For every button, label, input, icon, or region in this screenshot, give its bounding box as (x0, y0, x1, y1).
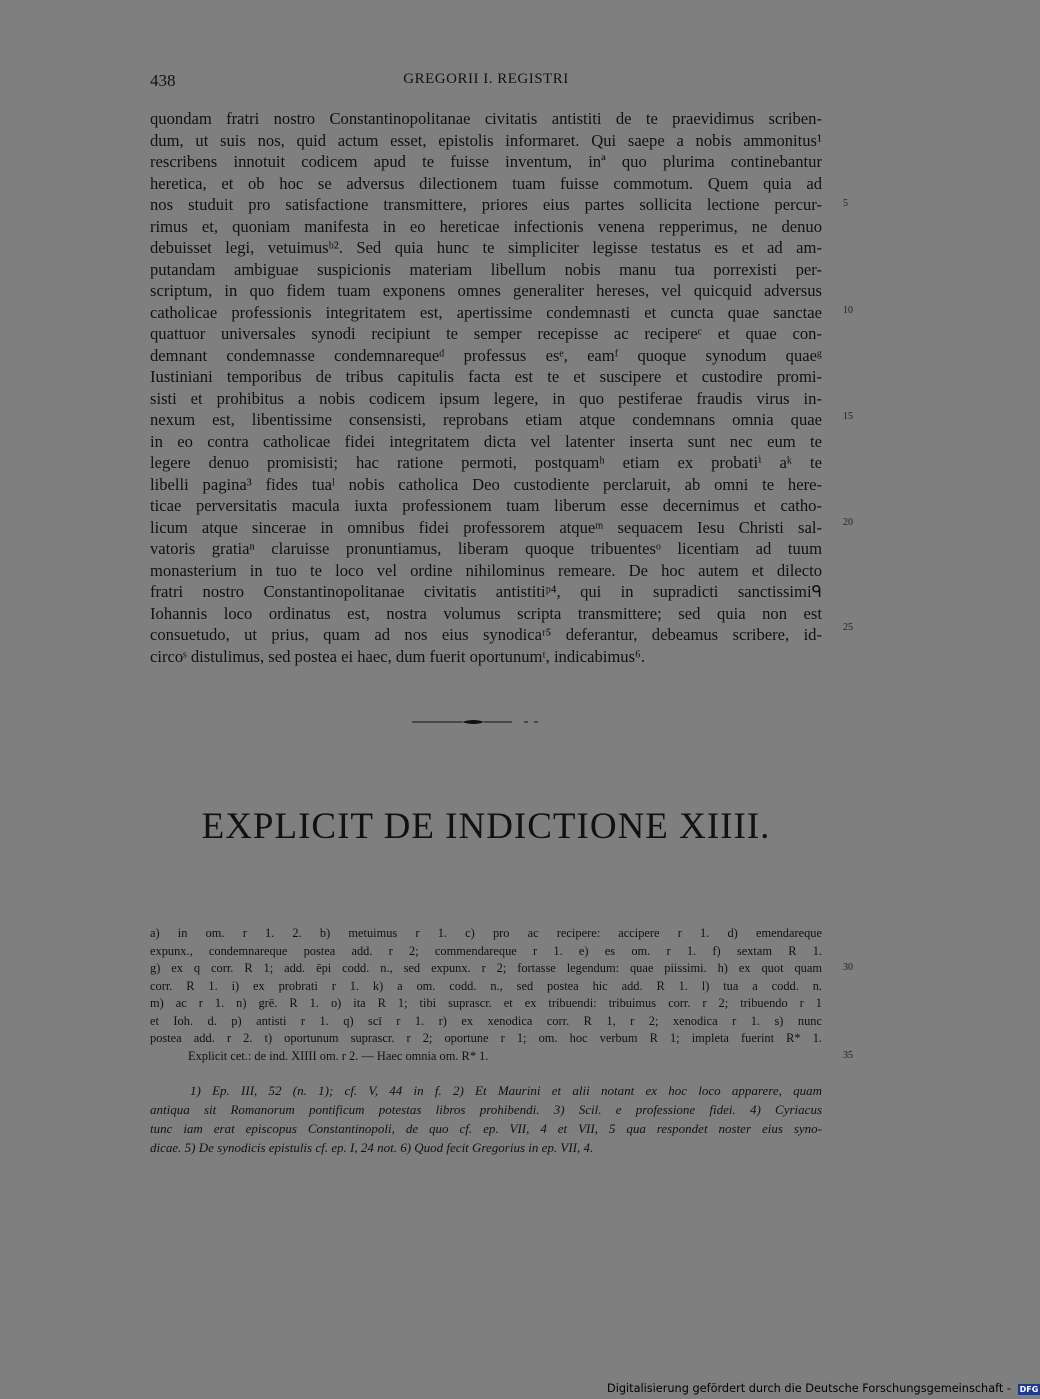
apparatus-line: et Ioh. d. p) antisti r 1. q) scī r 1. r) ex xenodica corr. R 1, r 2; xenodica r 1. s) nunc (150, 1013, 822, 1028)
text-line: quondam fratri nostro Constantinopolitanae civitatis antistiti de te praevidimus scriben- (150, 109, 822, 128)
apparatus-line: postea add. r 2. t) oportunum suprascr. r 2; oportune r 1; om. hoc verbum R 1; impleta fuerint R* 1. (150, 1031, 822, 1045)
line-number: 5 (843, 198, 848, 209)
text-line: debuisset legi, vetuimusᵇ². Sed quia hunc te simpliciter legisse testatus es et ad am- (150, 238, 822, 257)
text-line: dum, ut suis nos, quid actum esset, epistolis informaret. Qui saepe a nobis ammonitus¹ (150, 130, 822, 150)
text-line: scriptum, in quo fidem tuam exponens omnes generaliter hereses, vel quicquid adversus (150, 281, 822, 300)
text-line: monasterium in tuo te loco vel ordine nihilominus remeare. De hoc autem et dilecto (150, 560, 822, 580)
text-line: legere denuo promisisti; hac ratione permoti, postquamʰ etiam ex probatiⁱ aᵏ te (150, 453, 822, 472)
running-title: GREGORII I. REGISTRI (403, 71, 569, 87)
text-line: vatoris gratiaⁿ claruisse pronuntiamus, liberam quoque tribuentesᵒ licentiam ad tuum (150, 539, 822, 558)
text-line: licum atque sincerae in omnibus fidei professorem atqueᵐ sequacem Iesu Christi sal- (150, 517, 822, 537)
line-number: 35 (843, 1050, 853, 1061)
text-line: quattuor universales synodi recipiunt te semper recepisse ac recipereᶜ et quae con- (150, 324, 822, 343)
text-line: putandam ambiguae suspicionis materiam libellum nobis manu tua porrexisti per- (150, 259, 822, 279)
text-line: rimus et, quoniam manifesta in eo hereticae infectionis venena repperimus, ne denuo (150, 216, 822, 236)
line-number: 15 (843, 411, 853, 422)
line-number: 10 (843, 305, 853, 316)
text-line: Iohannis loco ordinatus est, nostra volumus scripta transmittere; sed quia non est (150, 603, 822, 623)
text-line: libelli pagina³ fides tuaˡ nobis catholica Deo custodiente perclaruit, ab omni te here- (150, 474, 822, 494)
apparatus-line: expunx., condemnareque postea add. r 2; commendareque r 1. e) es om. r 1. f) sextam R 1. (150, 943, 822, 958)
digitization-credit (607, 1382, 1039, 1396)
text-line: nos studuit pro satisfactione transmittere, priores eius partes sollicita lectione percur- (150, 195, 822, 214)
apparatus-line: Explicit cet.: de ind. XIIII om. r 2. — Haec omnia om. R* 1. (188, 1048, 489, 1063)
text-line: circoˢ distulimus, sed postea ei haec, dum fuerit oportunumᵗ, indicabimus⁶. (150, 646, 645, 666)
apparatus-line: a) in om. r 1. 2. b) metuimus r 1. c) pro ac recipere: accipere r 1. d) emendareque (150, 926, 822, 940)
text-line: sisti et prohibitus a nobis codicem ipsum legere, in quo pestiferae fraudis virus in- (150, 388, 822, 408)
text-line: in eo contra catholicae fidei integritatem dicta vel latenter inserta sunt nec eum te (150, 431, 822, 451)
apparatus-line: corr. R 1. i) ex probrati r 1. k) a om. codd. n., sed postea hic add. R 1. l) tua a codd. n. (150, 978, 822, 993)
letter-body-text (150, 108, 822, 667)
text-line: ticae perversitatis macula iuxta professionem tuam liberum esse decernimus et catho- (150, 496, 822, 515)
apparatus-line: g) ex q corr. R 1; add. ēpi codd. n., sed expunx. r 2; fortasse legendum: quae piissimi. h) ex quot quam (150, 961, 822, 975)
text-line: nexum est, libentissime consensisti, reprobans etiam atque condemnans omnia quae (150, 410, 822, 429)
dfg-logo: DFG (1019, 1384, 1039, 1394)
text-line: Iustiniani temporibus de tribus capitulis facta est te et suscipere et custodire promi- (150, 367, 822, 386)
apparatus-line: m) ac r 1. n) grē. R 1. o) ita R 1; tibi suprascr. et ex tribuendi: tribuimus corr. r 2; tribuendo r 1 (150, 996, 822, 1010)
text-line: heretica, et ob hoc se adversus dilectionem tuam fuisse commotum. Quem quia ad (150, 173, 822, 193)
footnote-line: tunc iam erat episcopus Constantinopoli, de quo cf. ep. VII, 4 et VII, 5 qua respondet noster eius syno- (150, 1121, 822, 1136)
ornament-divider (412, 716, 542, 728)
page-header (150, 71, 822, 95)
text-line: demnant condemnasse condemnarequeᵈ professus esᵉ, eamᶠ quoque synodum quaeᵍ (150, 345, 822, 365)
line-number: 30 (843, 962, 853, 973)
line-number: 25 (843, 622, 853, 633)
critical-apparatus (150, 925, 822, 1065)
footnote-line: antiqua sit Romanorum pontificum potestas libros prohibendi. 3) Scil. e professione fidei. 4) Cyriacus (150, 1102, 822, 1117)
text-line: catholicae professionis integritatem est, apertissime condemnasti et cuncta quae sanctae (150, 302, 822, 322)
text-line: consuetudo, ut prius, quam ad nos eius synodicaʳ⁵ deferantur, debeamus scribere, id- (150, 625, 822, 644)
text-line: fratri nostro Constantinopolitanae civitatis antistitiᵖ⁴, qui in supradicti sanctissimiᑫ (150, 582, 822, 601)
footnotes (150, 1081, 822, 1157)
footnote-line: 1) Ep. III, 52 (n. 1); cf. V, 44 in f. 2) Et Maurini et alii notant ex hoc loco apparere, quam (190, 1083, 822, 1098)
text-line: rescribens innotuit codicem apud te fuisse inventum, inª quo plurima continebantur (150, 152, 822, 171)
explicit-heading: EXPLICIT DE INDICTIONE XIIII. (201, 806, 771, 847)
line-number: 20 (843, 517, 853, 528)
page-number: 438 (150, 71, 176, 90)
credit-text: Digitalisierung gefördert durch die Deutsche Forschungsgemeinschaft - (607, 1382, 1012, 1395)
footnote-line: dicae. 5) De synodicis epistulis cf. ep. I, 24 not. 6) Quod fecit Gregorius in ep. VII, 4. (150, 1140, 594, 1155)
